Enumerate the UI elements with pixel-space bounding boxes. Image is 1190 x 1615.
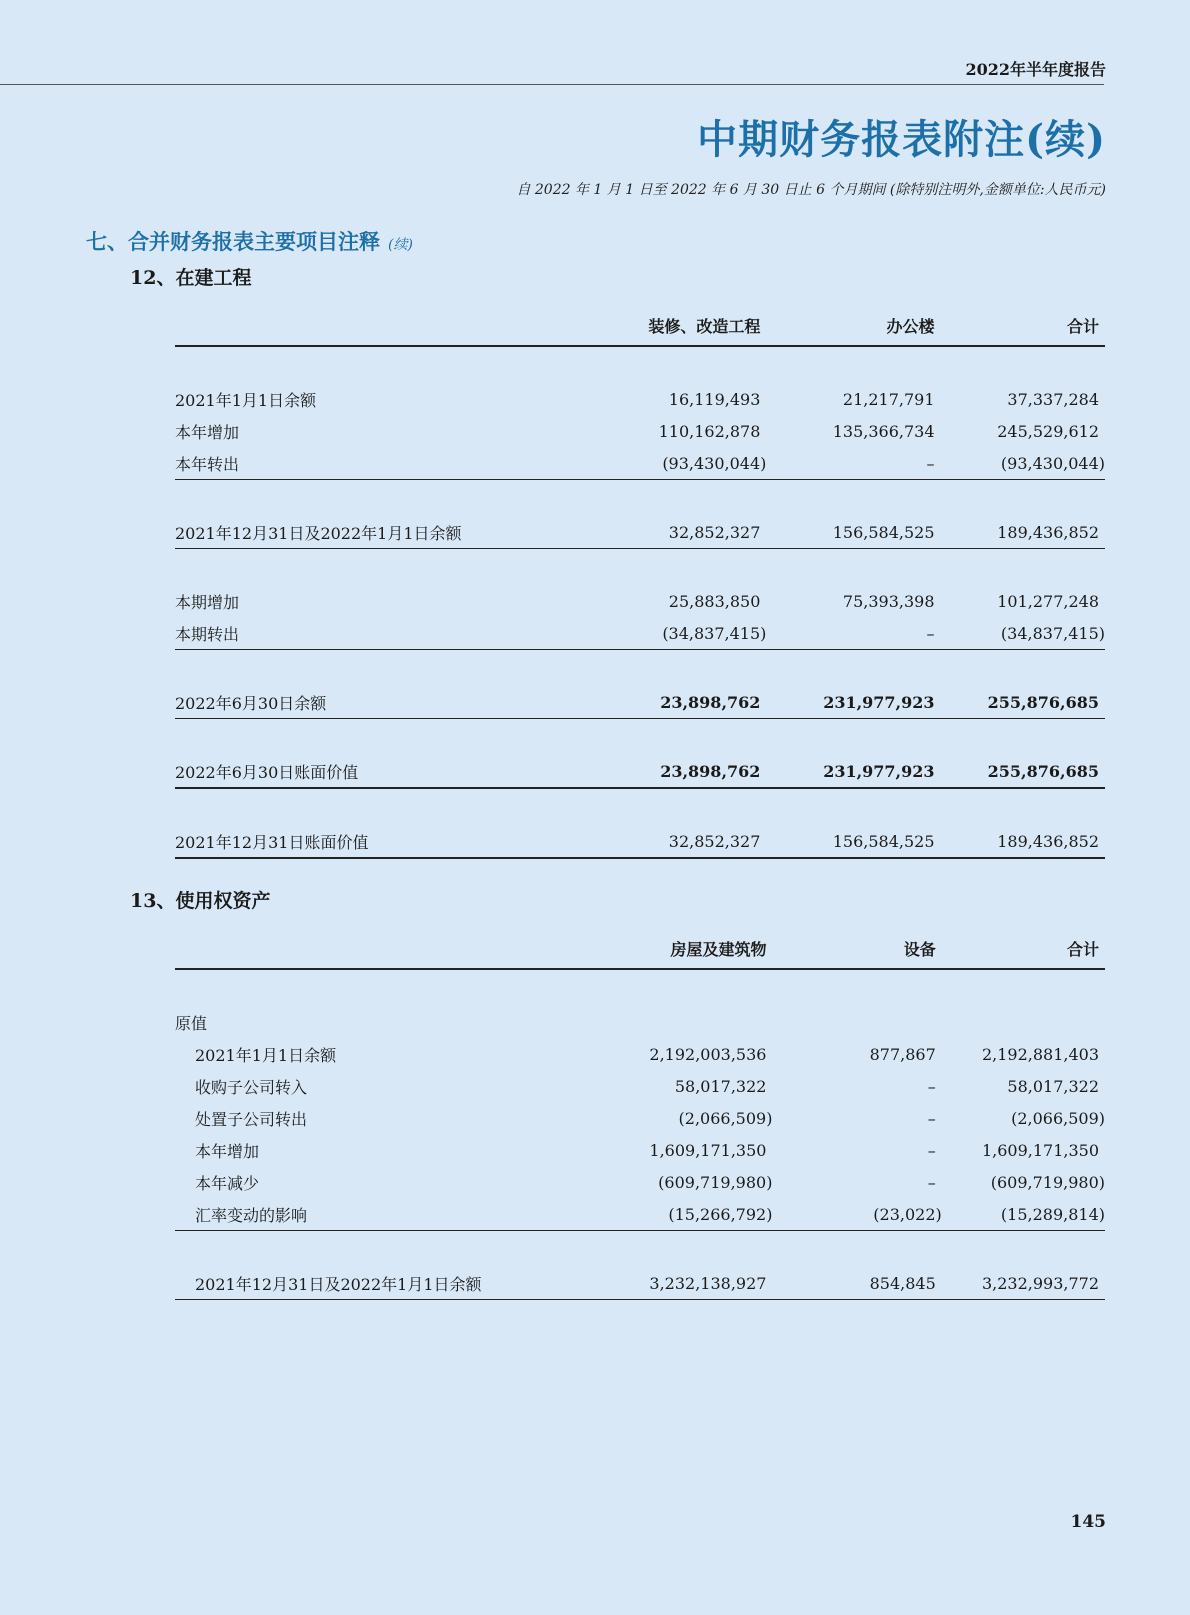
section-heading-text: 七、合并财务报表主要项目注释 (86, 229, 380, 254)
table-row (175, 383, 1105, 415)
cell-buildings: (2,066,509) (678, 1108, 773, 1128)
table-row (175, 686, 1105, 719)
table-row (175, 825, 1105, 858)
row-spacer (175, 549, 1105, 586)
page-title: 中期财务报表附注(续) (697, 116, 1106, 163)
cell-renovation: 32,852,327 (583, 516, 767, 549)
row-spacer (175, 346, 1105, 383)
cell-buildings: 58,017,322 (674, 1076, 767, 1096)
cell-office-building: 231,977,923 (766, 686, 940, 719)
table13-heading: 13、使用权资产 (130, 890, 271, 912)
label-header (175, 305, 583, 346)
cell-total: 58,017,322 (1007, 1076, 1099, 1096)
cell-buildings: 3,232,138,927 (591, 1267, 773, 1300)
cell-renovation: (93,430,044) (583, 447, 767, 480)
table-row (175, 415, 1105, 447)
table-row (175, 1102, 1105, 1134)
row-label: 汇率变动的影响 (175, 1198, 591, 1231)
cell-office-building: 156,584,525 (766, 516, 940, 549)
row-spacer (175, 969, 1105, 1006)
row-spacer (175, 788, 1105, 825)
page-subtitle: 自 2022 年 1 月 1 日至 2022 年 6 月 30 日止 6 个月期间 (除特别注明外,金额单位:人民币元) (516, 182, 1106, 198)
cell-renovation: 16,119,493 (668, 389, 761, 409)
cell-office-building: 231,977,923 (766, 755, 940, 788)
column-header-total: 合计 (941, 305, 1105, 346)
cell-renovation: 110,162,878 (658, 421, 761, 441)
row-label: 本年增加 (175, 422, 240, 442)
cell-total: 189,436,852 (941, 825, 1105, 858)
cell-equipment: – (927, 1076, 936, 1096)
row-label: 本年减少 (195, 1173, 260, 1193)
group-label-original-value: 原值 (175, 1013, 208, 1033)
row-spacer (175, 1231, 1105, 1268)
row-label: 收购子公司转入 (195, 1077, 308, 1097)
cell-total: 2,192,881,403 (981, 1044, 1099, 1064)
table-row (175, 1198, 1105, 1231)
cell-equipment: – (927, 1172, 936, 1192)
row-label: 2021年1月1日余额 (175, 390, 317, 410)
row-label: 处置子公司转出 (195, 1109, 308, 1129)
cell-renovation: 25,883,850 (668, 591, 761, 611)
cell-equipment: (23,022) (772, 1198, 941, 1231)
row-label: 2022年6月30日余额 (175, 686, 583, 719)
table-row (175, 1134, 1105, 1166)
cell-buildings: 2,192,003,536 (649, 1044, 767, 1064)
column-header-office-building: 办公楼 (766, 305, 940, 346)
cell-renovation: 23,898,762 (583, 755, 767, 788)
cell-total: (34,837,415) (941, 617, 1105, 650)
cell-total: 255,876,685 (941, 755, 1105, 788)
table-row (175, 1267, 1105, 1300)
row-label: 2021年1月1日余额 (195, 1045, 337, 1065)
header-divider (0, 84, 1104, 85)
cell-total: (15,289,814) (942, 1198, 1105, 1231)
cell-renovation: (34,837,415) (583, 617, 767, 650)
table-row (175, 1038, 1105, 1070)
cell-buildings: (15,266,792) (591, 1198, 773, 1231)
column-header-renovation: 装修、改造工程 (583, 305, 767, 346)
cell-office-building: 135,366,734 (832, 421, 935, 441)
cell-office-building: 156,584,525 (766, 825, 940, 858)
row-label: 2022年6月30日账面价值 (175, 755, 583, 788)
cell-total: 1,609,171,350 (981, 1140, 1099, 1160)
cell-office-building: – (766, 447, 940, 480)
table-row (175, 755, 1105, 788)
cell-office-building: 21,217,791 (842, 389, 935, 409)
cell-office-building: – (766, 617, 940, 650)
column-header-equipment: 设备 (772, 928, 941, 969)
cell-renovation: 23,898,762 (583, 686, 767, 719)
table-row (175, 585, 1105, 617)
cell-equipment: 854,845 (772, 1267, 941, 1300)
row-label: 本期增加 (175, 592, 240, 612)
row-label: 2021年12月31日及2022年1月1日余额 (175, 516, 583, 549)
row-label: 本期转出 (175, 617, 583, 650)
row-spacer (175, 480, 1105, 517)
column-header-total: 合计 (942, 928, 1105, 969)
group-row (175, 1006, 1105, 1038)
column-header-buildings: 房屋及建筑物 (591, 928, 773, 969)
label-header (175, 928, 591, 969)
cell-total: 245,529,612 (997, 421, 1099, 441)
row-label: 2021年12月31日账面价值 (175, 825, 583, 858)
cell-renovation: 32,852,327 (583, 825, 767, 858)
cell-total: (609,719,980) (990, 1172, 1105, 1192)
table-row (175, 516, 1105, 549)
cell-total: 101,277,248 (997, 591, 1099, 611)
cell-total: (2,066,509) (1011, 1108, 1105, 1128)
table-row (175, 617, 1105, 650)
cell-total: 189,436,852 (941, 516, 1105, 549)
row-spacer (175, 650, 1105, 687)
cell-buildings: (609,719,980) (658, 1172, 773, 1192)
row-label: 本年转出 (175, 447, 583, 480)
section-heading (86, 226, 413, 256)
table12-heading: 12、在建工程 (130, 267, 252, 289)
row-label: 2021年12月31日及2022年1月1日余额 (175, 1267, 591, 1300)
right-of-use-assets-table (175, 928, 1105, 1300)
row-label: 本年增加 (195, 1141, 260, 1161)
construction-in-progress-table (175, 305, 1105, 859)
page-number: 145 (1070, 1512, 1106, 1532)
cell-equipment: – (927, 1140, 936, 1160)
table-row (175, 1070, 1105, 1102)
cell-buildings: 1,609,171,350 (649, 1140, 767, 1160)
cell-total: (93,430,044) (941, 447, 1105, 480)
cell-total: 3,232,993,772 (942, 1267, 1105, 1300)
row-spacer (175, 719, 1105, 756)
section-continued-note: (续) (388, 237, 413, 253)
cell-office-building: 75,393,398 (842, 591, 935, 611)
cell-equipment: – (927, 1108, 936, 1128)
report-name: 2022年半年度报告 (965, 60, 1106, 79)
cell-total: 37,337,284 (1007, 389, 1099, 409)
cell-equipment: 877,867 (869, 1044, 936, 1064)
table-row (175, 447, 1105, 480)
table-row (175, 1166, 1105, 1198)
cell-total: 255,876,685 (941, 686, 1105, 719)
